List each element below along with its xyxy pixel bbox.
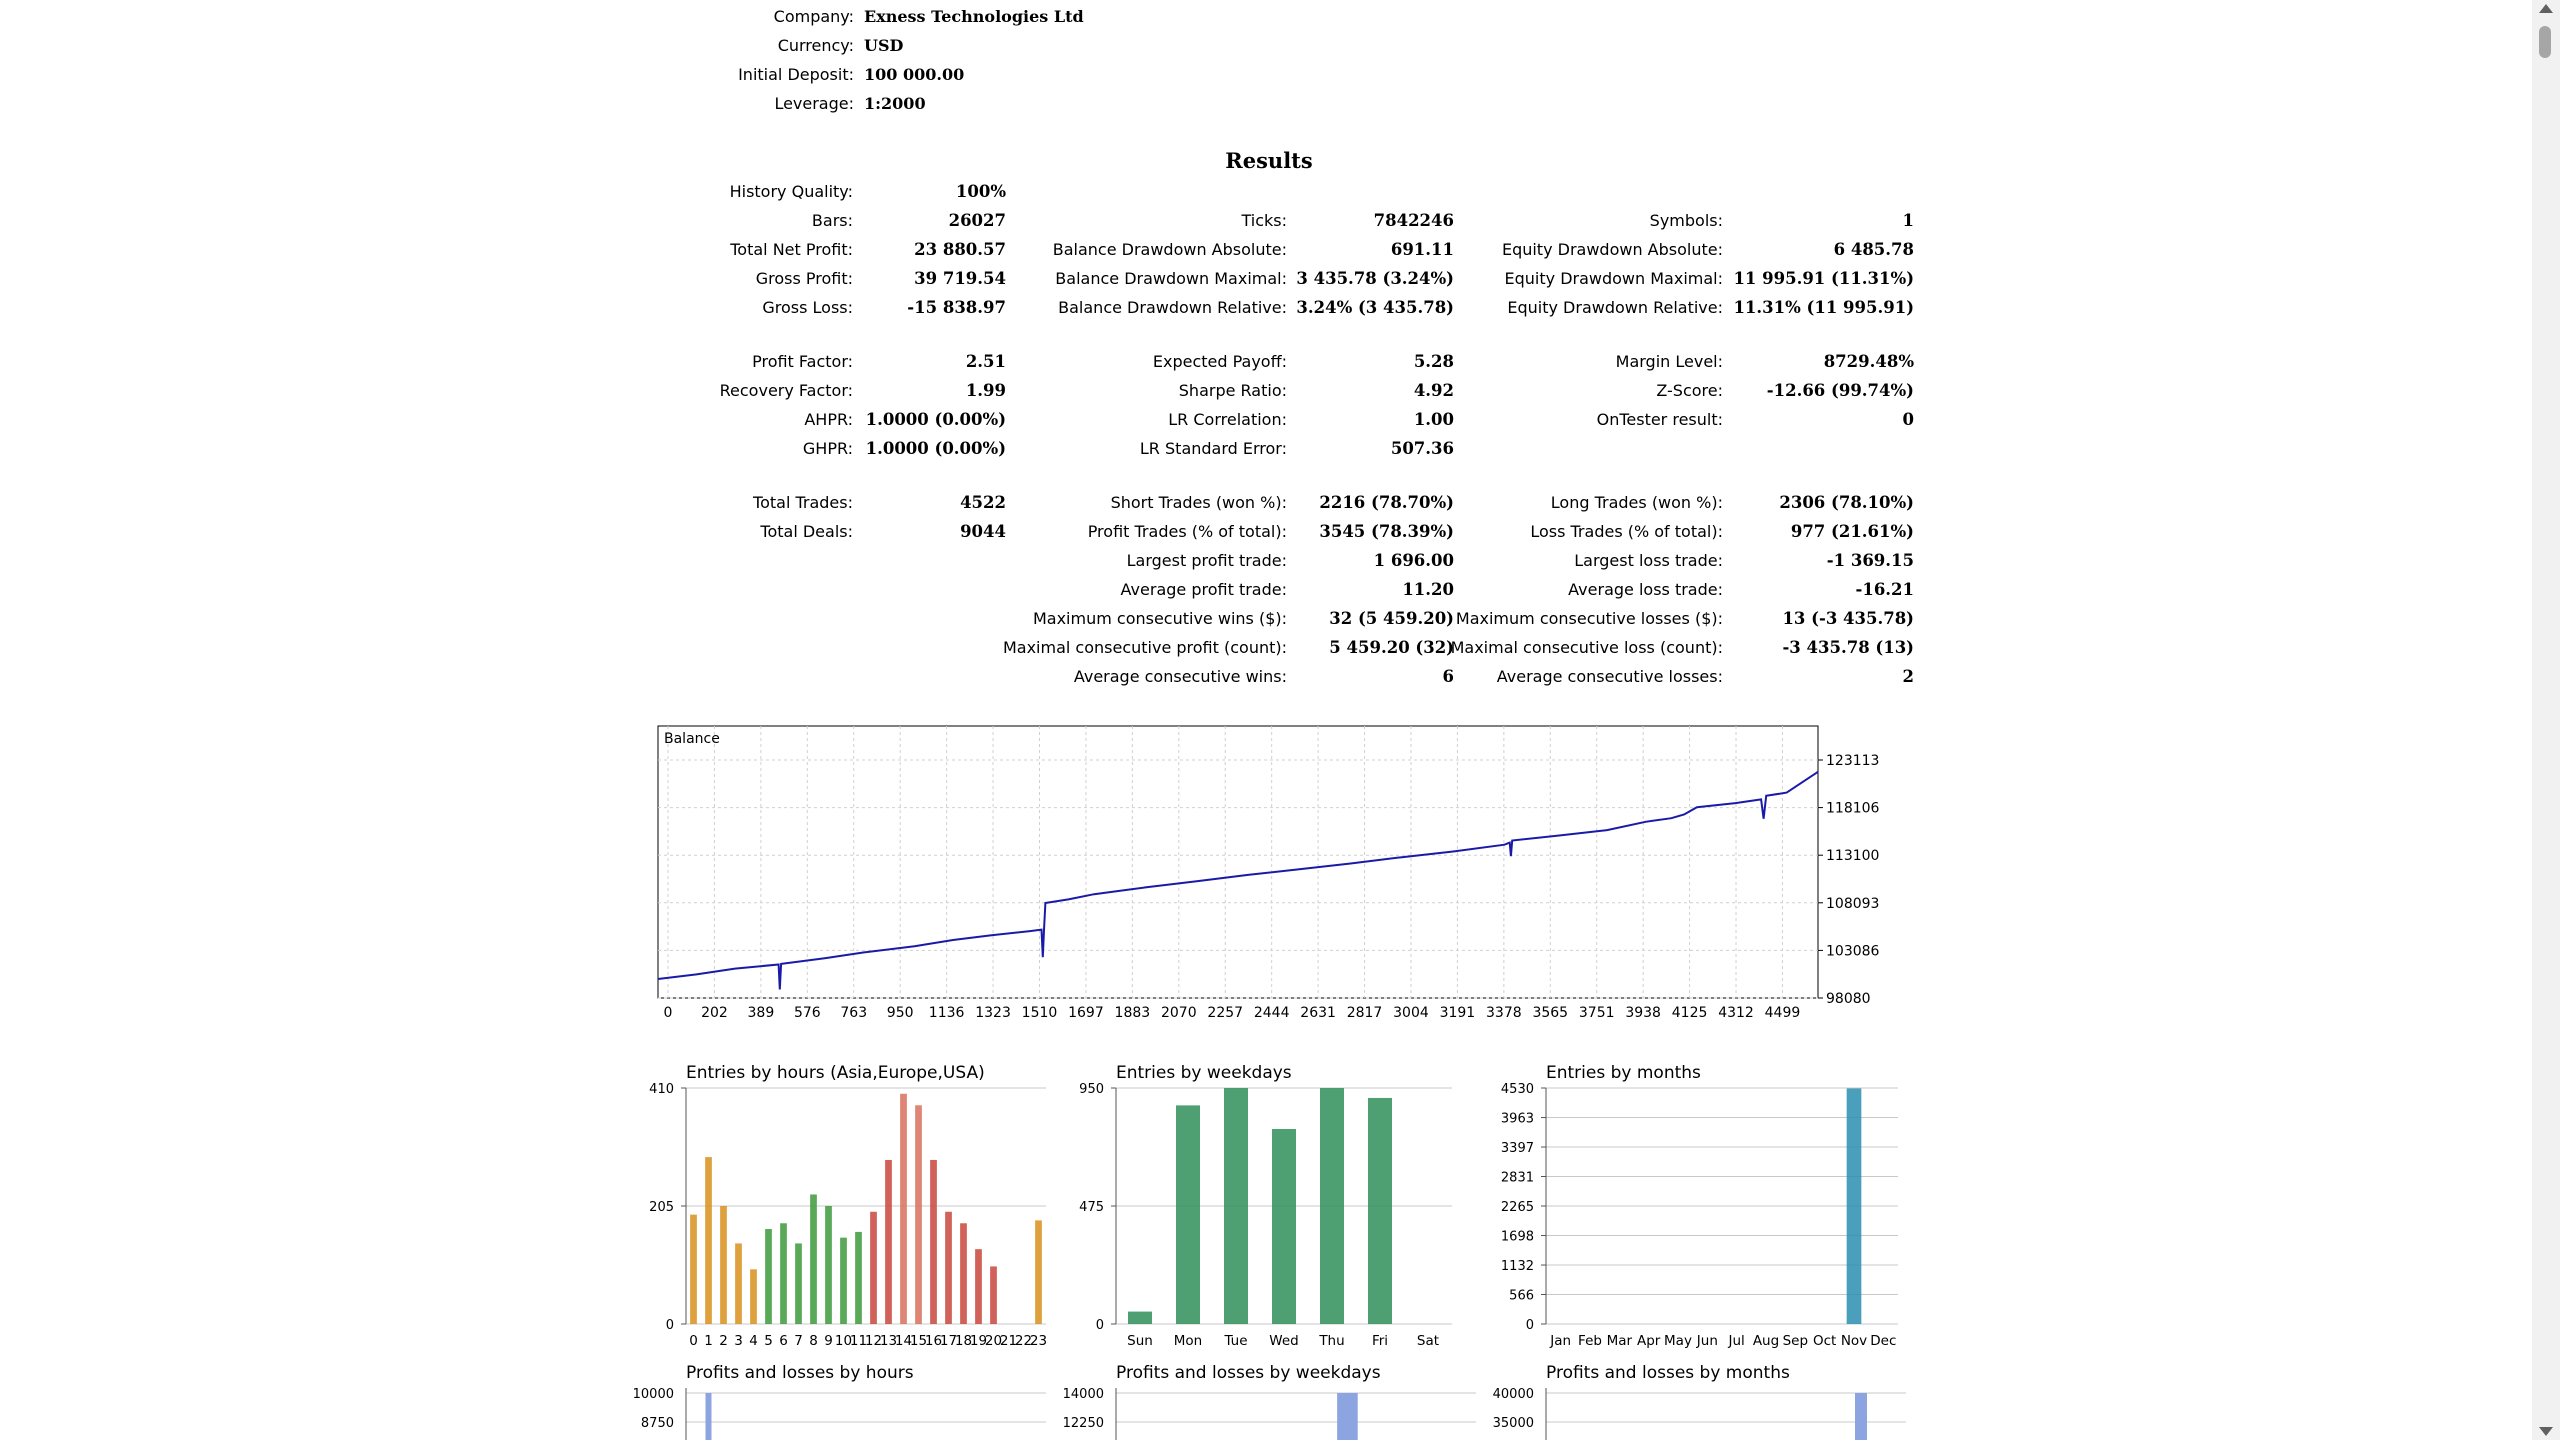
scroll-up-arrow-icon[interactable]	[2539, 4, 2553, 13]
bar	[1176, 1105, 1200, 1324]
col3-value: -16.21	[1855, 580, 1914, 599]
bar	[1368, 1098, 1392, 1324]
balance-x-tick: 3751	[1578, 1005, 1615, 1020]
chart-title: Profits and losses by months	[1546, 1363, 1790, 1383]
col3-value: -12.66 (99.74%)	[1766, 381, 1914, 400]
bar	[1272, 1129, 1296, 1324]
x-tick: 20	[984, 1333, 1003, 1349]
leverage-value: 1:2000	[864, 94, 926, 113]
x-tick: 23	[1029, 1333, 1048, 1349]
col2-label: Maximum consecutive wins ($):	[1032, 609, 1287, 628]
bar	[750, 1269, 757, 1324]
bar	[810, 1194, 817, 1324]
col2-value: 5.28	[1413, 352, 1454, 371]
bar	[1847, 1088, 1862, 1324]
scrollbar-thumb[interactable]	[2539, 26, 2551, 58]
col2-label: Balance Drawdown Maximal:	[1055, 269, 1287, 288]
profits-losses-by-hours-chart	[630, 1358, 1060, 1440]
col2-value: 1 696.00	[1373, 551, 1454, 570]
col2-value: 11.20	[1402, 580, 1454, 599]
col3-label: Average consecutive losses:	[1496, 667, 1723, 686]
col2-label: Expected Payoff:	[1152, 352, 1287, 371]
x-tick: Apr	[1636, 1333, 1661, 1349]
col2-label: Ticks:	[1241, 211, 1287, 230]
y-tick: 950	[1079, 1082, 1104, 1097]
col3-value: 2306 (78.10%)	[1779, 493, 1914, 512]
x-tick: 12	[864, 1333, 883, 1349]
x-tick: 15	[909, 1333, 928, 1349]
balance-y-tick: 118106	[1826, 800, 1880, 817]
x-tick: Sun	[1127, 1333, 1153, 1349]
bar	[1855, 1393, 1867, 1440]
x-tick: Nov	[1840, 1333, 1868, 1349]
bar	[690, 1215, 697, 1324]
bar	[765, 1229, 772, 1324]
balance-x-tick: 576	[793, 1005, 821, 1020]
y-tick: 8750	[640, 1416, 674, 1431]
bar	[780, 1223, 787, 1324]
y-tick: 10000	[632, 1387, 674, 1402]
x-tick: 9	[824, 1333, 833, 1349]
balance-x-tick: 3004	[1393, 1005, 1429, 1020]
y-tick: 12250	[1062, 1416, 1104, 1431]
col2-value: 691.11	[1390, 240, 1454, 259]
x-tick: Wed	[1269, 1333, 1299, 1349]
y-tick: 1698	[1500, 1229, 1534, 1245]
bar	[1224, 1088, 1248, 1324]
col1-label: Profit Factor:	[752, 352, 853, 371]
col3-label: Equity Drawdown Absolute:	[1501, 240, 1723, 259]
balance-y-tick: 123113	[1826, 753, 1880, 769]
x-tick: 6	[779, 1333, 788, 1349]
bar	[900, 1094, 907, 1324]
entries-by-months-chart	[1490, 1058, 1920, 1358]
col1-value: 2.51	[965, 352, 1006, 371]
col3-value: 13 (-3 435.78)	[1782, 609, 1914, 628]
bar	[945, 1212, 952, 1324]
y-tick: 40000	[1492, 1387, 1534, 1402]
bar	[705, 1157, 712, 1324]
balance-x-tick: 3191	[1439, 1005, 1476, 1020]
currency-label: Currency:	[777, 36, 854, 55]
col3-label: OnTester result:	[1596, 410, 1723, 429]
col2-label: Largest profit trade:	[1126, 551, 1287, 570]
x-tick: 13	[879, 1333, 898, 1349]
balance-x-tick: 202	[701, 1005, 728, 1020]
leverage-label: Leverage:	[774, 94, 854, 113]
balance-x-tick: 763	[840, 1005, 868, 1020]
col1-value: 23 880.57	[914, 240, 1006, 259]
chart-title: Profits and losses by hours	[686, 1363, 914, 1383]
x-tick: Mon	[1173, 1333, 1203, 1349]
col1-label: History Quality:	[729, 182, 853, 201]
x-tick: Jun	[1696, 1333, 1718, 1349]
col3-label: Long Trades (won %):	[1550, 493, 1723, 512]
bar	[735, 1243, 742, 1324]
x-tick: Aug	[1752, 1333, 1780, 1349]
x-tick: 3	[734, 1333, 743, 1349]
y-tick: 410	[649, 1082, 674, 1097]
x-tick: Sep	[1782, 1333, 1809, 1349]
x-tick: 0	[689, 1333, 698, 1349]
bar	[975, 1249, 982, 1324]
col2-value: 6	[1442, 667, 1454, 686]
col2-value: 4.92	[1413, 381, 1454, 400]
col1-label: GHPR:	[802, 439, 853, 458]
col1-label: Gross Loss:	[762, 298, 853, 317]
balance-y-tick: 113100	[1826, 848, 1880, 865]
col3-label: Equity Drawdown Maximal:	[1504, 269, 1723, 288]
col2-label: Sharpe Ratio:	[1178, 381, 1287, 400]
balance-title: Balance	[664, 731, 720, 747]
x-tick: Thu	[1319, 1333, 1345, 1349]
col2-label: Balance Drawdown Relative:	[1058, 298, 1287, 317]
y-tick: 1132	[1500, 1259, 1534, 1275]
x-tick: Mar	[1606, 1333, 1633, 1349]
col2-label: LR Correlation:	[1168, 410, 1287, 429]
col2-label: Profit Trades (% of total):	[1087, 522, 1287, 541]
entries-by-weekdays-chart	[1060, 1058, 1490, 1358]
col2-label: LR Standard Error:	[1139, 439, 1287, 458]
results-title: Results	[1225, 148, 1313, 173]
col2-value: 2216 (78.70%)	[1319, 493, 1454, 512]
y-tick: 566	[1509, 1288, 1534, 1304]
col1-value: -15 838.97	[907, 298, 1006, 317]
col3-value: 11.31% (11 995.91)	[1733, 298, 1914, 317]
x-tick: 16	[924, 1333, 943, 1349]
company-label: Company:	[773, 7, 854, 26]
balance-x-tick: 3938	[1625, 1005, 1661, 1020]
col3-value: 2	[1902, 667, 1914, 686]
x-tick: 5	[764, 1333, 773, 1349]
x-tick: 7	[794, 1333, 803, 1349]
col1-value: 9044	[960, 522, 1006, 541]
col1-label: AHPR:	[804, 410, 853, 429]
x-tick: Jul	[1728, 1333, 1745, 1349]
col3-label: Symbols:	[1649, 211, 1723, 230]
profits-losses-by-weekdays-chart	[1060, 1358, 1490, 1440]
bar	[990, 1266, 997, 1324]
balance-x-tick: 2444	[1253, 1005, 1290, 1020]
col1-label: Total Deals:	[760, 522, 853, 541]
col3-value: 0	[1902, 410, 1914, 429]
balance-x-tick: 1323	[975, 1005, 1011, 1020]
x-tick: 2	[719, 1333, 728, 1349]
col2-value: 3.24% (3 435.78)	[1296, 298, 1454, 317]
y-tick: 0	[1525, 1318, 1534, 1333]
col3-label: Maximal consecutive loss (count):	[1450, 638, 1723, 657]
col2-label: Balance Drawdown Absolute:	[1052, 240, 1287, 259]
balance-x-tick: 2631	[1300, 1005, 1336, 1020]
col1-label: Total Trades:	[753, 493, 853, 512]
bar	[825, 1206, 832, 1324]
chart-title: Entries by weekdays	[1116, 1063, 1292, 1083]
col1-value: 1.0000 (0.00%)	[865, 439, 1006, 458]
company-value: Exness Technologies Ltd	[864, 7, 1084, 26]
col1-value: 4522	[960, 493, 1006, 512]
deposit-value: 100 000.00	[864, 65, 965, 84]
balance-y-tick: 103086	[1826, 943, 1880, 960]
bar	[720, 1206, 727, 1324]
x-tick: 1	[704, 1333, 713, 1349]
balance-x-tick: 1510	[1021, 1005, 1058, 1020]
vertical-scrollbar[interactable]	[2532, 0, 2560, 1440]
bar	[1320, 1088, 1344, 1324]
col3-value: -1 369.15	[1826, 551, 1914, 570]
col3-label: Maximum consecutive losses ($):	[1455, 609, 1723, 628]
bar	[840, 1238, 847, 1324]
balance-x-tick: 2817	[1346, 1005, 1383, 1020]
col2-value: 3545 (78.39%)	[1319, 522, 1454, 541]
chart-title: Entries by months	[1546, 1063, 1701, 1083]
y-tick: 4530	[1500, 1082, 1534, 1097]
y-tick: 475	[1079, 1200, 1104, 1215]
x-tick: 8	[809, 1333, 818, 1349]
bar	[1035, 1220, 1042, 1324]
x-tick: Feb	[1578, 1333, 1602, 1349]
col3-label: Margin Level:	[1615, 352, 1723, 371]
col2-label: Short Trades (won %):	[1110, 493, 1287, 512]
col3-value: -3 435.78 (13)	[1782, 638, 1914, 657]
x-tick: 21	[999, 1333, 1018, 1349]
col3-label: Average loss trade:	[1568, 580, 1723, 599]
bar	[930, 1160, 937, 1324]
col2-label: Average consecutive wins:	[1073, 667, 1287, 686]
col1-value: 39 719.54	[914, 269, 1006, 288]
bar	[870, 1212, 877, 1324]
y-tick: 0	[665, 1318, 674, 1333]
balance-x-tick: 4499	[1764, 1005, 1801, 1020]
col2-value: 7842246	[1373, 211, 1454, 230]
x-tick: 19	[969, 1333, 988, 1349]
col1-value: 1.99	[965, 381, 1006, 400]
col1-label: Bars:	[811, 211, 853, 230]
col2-label: Average profit trade:	[1120, 580, 1287, 599]
balance-x-tick: 1697	[1068, 1005, 1104, 1020]
x-tick: 17	[939, 1333, 958, 1349]
balance-x-tick: 0	[663, 1005, 673, 1020]
col3-value: 11 995.91 (11.31%)	[1733, 269, 1914, 288]
balance-y-tick: 98080	[1826, 991, 1871, 1007]
col1-label: Gross Profit:	[755, 269, 853, 288]
y-tick: 3397	[1500, 1141, 1534, 1157]
col3-value: 977 (21.61%)	[1790, 522, 1914, 541]
balance-chart	[650, 720, 1900, 1020]
balance-x-tick: 1883	[1114, 1005, 1151, 1020]
col2-value: 32 (5 459.20)	[1329, 609, 1454, 628]
bar	[1337, 1393, 1358, 1440]
col3-value: 8729.48%	[1823, 352, 1914, 371]
balance-x-tick: 4125	[1671, 1005, 1708, 1020]
bar	[706, 1393, 712, 1440]
col3-label: Loss Trades (% of total):	[1530, 522, 1723, 541]
col2-label: Maximal consecutive profit (count):	[1002, 638, 1287, 657]
x-tick: Jan	[1550, 1333, 1572, 1349]
x-tick: May	[1664, 1333, 1692, 1349]
profits-losses-by-months-chart	[1490, 1358, 1920, 1440]
col3-label: Largest loss trade:	[1574, 551, 1723, 570]
balance-x-tick: 950	[886, 1005, 914, 1020]
balance-y-tick: 108093	[1826, 895, 1880, 912]
x-tick: Tue	[1224, 1333, 1248, 1349]
x-tick: 11	[849, 1333, 868, 1349]
balance-x-tick: 2070	[1160, 1005, 1197, 1020]
bar	[915, 1105, 922, 1324]
col3-value: 6 485.78	[1833, 240, 1914, 259]
x-tick: Oct	[1812, 1333, 1837, 1349]
x-tick: 4	[749, 1333, 758, 1349]
bar	[855, 1232, 862, 1324]
x-tick: 14	[894, 1333, 913, 1349]
col2-value: 1.00	[1413, 410, 1454, 429]
y-tick: 3963	[1500, 1111, 1534, 1127]
bar	[795, 1243, 802, 1324]
y-tick: 2265	[1500, 1200, 1534, 1215]
x-tick: 18	[954, 1333, 973, 1349]
x-tick: 10	[834, 1333, 853, 1349]
balance-x-tick: 3565	[1532, 1005, 1569, 1020]
y-tick: 14000	[1062, 1387, 1104, 1402]
col1-value: 100%	[955, 182, 1006, 201]
x-tick: Dec	[1870, 1333, 1897, 1349]
col1-value: 1.0000 (0.00%)	[865, 410, 1006, 429]
scroll-down-arrow-icon[interactable]	[2539, 1427, 2553, 1436]
balance-x-tick: 3378	[1486, 1005, 1522, 1020]
bar	[960, 1223, 967, 1324]
deposit-label: Initial Deposit:	[738, 65, 854, 84]
balance-x-tick: 2257	[1207, 1005, 1244, 1020]
entries-by-hours-chart	[630, 1058, 1060, 1358]
y-tick: 35000	[1492, 1416, 1534, 1431]
col3-value: 1	[1902, 211, 1914, 230]
col2-value: 5 459.20 (32)	[1329, 638, 1454, 657]
col1-label: Total Net Profit:	[730, 240, 853, 259]
bar	[885, 1160, 892, 1324]
chart-title: Profits and losses by weekdays	[1116, 1363, 1381, 1383]
currency-value: USD	[864, 36, 904, 55]
x-tick: 22	[1014, 1333, 1033, 1349]
balance-x-tick: 389	[747, 1005, 775, 1020]
balance-x-tick: 1136	[928, 1005, 965, 1020]
col1-value: 26027	[948, 211, 1006, 230]
col1-label: Recovery Factor:	[719, 381, 853, 400]
y-tick: 205	[649, 1200, 674, 1215]
balance-x-tick: 4312	[1718, 1005, 1754, 1020]
col2-value: 507.36	[1390, 439, 1454, 458]
bar	[1128, 1312, 1152, 1324]
chart-title: Entries by hours (Asia,Europe,USA)	[686, 1063, 985, 1083]
col3-label: Z-Score:	[1656, 381, 1723, 400]
y-tick: 0	[1095, 1318, 1104, 1333]
y-tick: 2831	[1500, 1170, 1534, 1186]
x-tick: Sat	[1416, 1333, 1440, 1349]
col3-label: Equity Drawdown Relative:	[1507, 298, 1723, 317]
col2-value: 3 435.78 (3.24%)	[1296, 269, 1454, 288]
x-tick: Fri	[1371, 1333, 1389, 1349]
